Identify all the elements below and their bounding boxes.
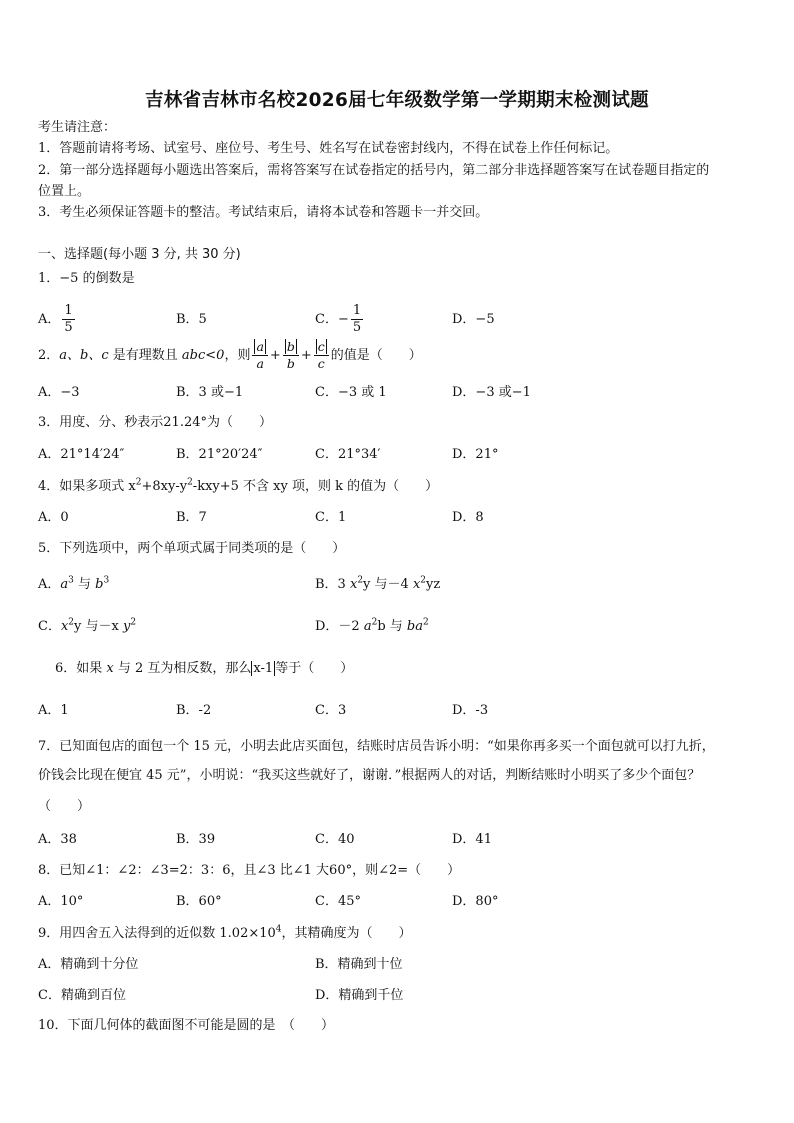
q8-option-d: D．80°: [452, 894, 499, 909]
q8-option-a: A．10°: [38, 894, 84, 909]
q4-text: -kxy+5 不含 xy 项，则 k 的值为（ ）: [192, 479, 439, 494]
numerator: 1: [64, 303, 73, 318]
q3-stem: 3．用度、分、秒表示21.24°为（ ）: [38, 415, 272, 430]
term: b: [95, 577, 104, 592]
fraction: [351, 303, 363, 336]
q5-option-d: [315, 615, 429, 639]
q4-text: 4．如果多项式 x: [38, 479, 136, 494]
q4-stem: [38, 478, 438, 496]
term: a: [363, 619, 372, 634]
option-label: C．: [38, 619, 61, 634]
q2-option-a: A．−3: [38, 385, 80, 400]
q4-option-a: A．0: [38, 510, 69, 525]
q9-text: 9．用四舍五入法得到的近似数 1.02×10: [38, 926, 276, 941]
q3-option-b: B．21°20′24″: [176, 447, 263, 462]
q7-option-c: C．40: [315, 832, 355, 847]
connector: y 与－x: [74, 619, 123, 634]
q5-option-b: [315, 573, 440, 597]
q6-stem: [55, 660, 353, 678]
notice-item-3: 3．考生必须保证答题卡的整洁。考试结束后，请将本试卷和答题卡一并交回。: [38, 205, 489, 220]
q6-option-d: D．-3: [452, 703, 489, 718]
q9-options-row1: [38, 953, 768, 977]
q9-option-b: B．精确到十位: [315, 957, 403, 972]
q1-option-b: B．5: [176, 312, 207, 327]
exponent: 2: [135, 477, 142, 488]
q6-option-a: A．1: [38, 703, 69, 718]
q5-option-c: [38, 615, 136, 639]
term: x: [349, 577, 358, 592]
option-label: A．: [38, 312, 61, 327]
exponent: 4: [275, 924, 282, 935]
exponent: 2: [130, 617, 137, 628]
q4-options: [38, 506, 768, 530]
q9-option-a: A．精确到十分位: [38, 957, 139, 972]
connector: y 与－4: [363, 577, 413, 592]
term: x: [412, 577, 421, 592]
q8-options: [38, 890, 768, 914]
option-label: B．3: [315, 577, 350, 592]
q2-option-b: B．3 或−1: [176, 385, 244, 400]
q2-stem: [38, 338, 422, 374]
q1-option-c: [315, 302, 365, 338]
q9-option-d: D．精确到千位: [315, 988, 404, 1003]
plus-sign: +: [300, 348, 312, 363]
exponent: 2: [187, 477, 193, 488]
notice-item-1: 1．答题前请将考场、试室号、座位号、考生号、姓名写在试卷密封线内，不得在试卷上作任何标记。: [38, 141, 619, 156]
fraction-abs-b: [283, 339, 299, 372]
q2-condition: abc<0: [181, 348, 225, 363]
q7-line-2: 价钱会比现在便宜 45 元”，小明说：“我买这些就好了，谢谢．”根据两人的对话，判断结账时小明买了多少个面包？: [38, 768, 701, 783]
q8-stem: 8．已知∠1：∠2：∠3=2：3：6，且∠3 比∠1 大60°，则∠2=（ ）: [38, 863, 461, 878]
variable: x: [106, 661, 114, 676]
q4-option-d: D．8: [452, 510, 484, 525]
q2-number: 2．: [38, 348, 60, 363]
q7-option-a: A．38: [38, 832, 77, 847]
term: a: [60, 577, 69, 592]
section-heading: 一、选择题(每小题 3 分, 共 30 分): [38, 247, 241, 262]
q4-option-c: C．1: [315, 510, 347, 525]
denominator: b: [286, 356, 295, 371]
notice-item-2-cont: 位置上。: [38, 184, 91, 199]
q7-line-3: （ ）: [38, 799, 91, 814]
option-label: D．－2: [315, 619, 364, 634]
q2-text: ，则: [224, 348, 251, 363]
q6-options: [38, 699, 768, 723]
term: yz: [426, 577, 441, 592]
q3-option-d: D．21°: [452, 447, 499, 462]
q8-option-b: B．60°: [176, 894, 222, 909]
term: ba: [406, 619, 423, 634]
absolute-value: x-1: [253, 661, 274, 676]
option-label: C．−: [315, 312, 349, 327]
q9-option-c: C．精确到百位: [38, 988, 126, 1003]
term: x: [60, 619, 69, 634]
q8-option-c: C．45°: [315, 894, 361, 909]
notice-item-2: 2．第一部分选择题每小题选出答案后，需将答案写在试卷指定的括号内，第二部分非选择题答案写在试卷题目指定的: [38, 163, 710, 178]
q6-text: 6．如果: [55, 661, 107, 676]
q2-options: [38, 381, 768, 405]
denominator: c: [317, 356, 325, 371]
page-title: 吉林省吉林市名校2026届七年级数学第一学期期末检测试题: [145, 90, 649, 111]
denominator: a: [256, 356, 264, 371]
exponent: 2: [371, 617, 378, 628]
q9-options-row2: [38, 984, 768, 1008]
q5-option-a: [38, 573, 109, 597]
q7-line-1: 7．已知面包店的面包一个 15 元，小明去此店买面包，结账时店员告诉小明：“如果你再多买一个面包就可以打九折，: [38, 739, 715, 754]
exponent: 3: [103, 575, 110, 586]
exponent: 3: [68, 575, 74, 586]
connector: b 与: [377, 619, 407, 634]
q6-text: 与 2 互为相反数，那么: [113, 661, 252, 676]
q5-stem: 5．下列选项中，两个单项式属于同类项的是（ ）: [38, 541, 346, 556]
abs-b: b: [286, 339, 295, 354]
q3-options: [38, 443, 768, 467]
q5-options-row1: [38, 573, 768, 597]
q7-option-d: D．41: [452, 832, 492, 847]
q2-option-c: C．−3 或 1: [315, 385, 387, 400]
abs-a: a: [256, 339, 264, 354]
q4-text: +8xy-y: [141, 479, 188, 494]
q9-stem: [38, 925, 412, 943]
q1-option-d: D．−5: [452, 312, 495, 327]
q1-option-a: [38, 302, 77, 338]
term: y: [122, 619, 131, 634]
exponent: 2: [68, 617, 75, 628]
exponent: 2: [423, 617, 429, 628]
fraction-abs-c: [314, 339, 329, 372]
q2-variables: a、b、c: [59, 348, 109, 363]
q5-options-row2: [38, 615, 768, 639]
fraction: [62, 303, 74, 336]
connector: 与: [73, 577, 96, 592]
q3-option-a: A．21°14′24″: [38, 447, 125, 462]
notice-heading: 考生请注意：: [38, 120, 117, 135]
abs-c: c: [317, 339, 325, 354]
fraction-abs-a: [252, 339, 267, 372]
q4-option-b: B．7: [176, 510, 207, 525]
option-label: A．: [38, 577, 61, 592]
q6-option-c: C．3: [315, 703, 347, 718]
plus-sign: +: [269, 348, 281, 363]
denominator: 5: [64, 320, 73, 335]
q1-options: [38, 302, 768, 338]
q7-option-b: B．39: [176, 832, 216, 847]
q10-stem: 10．下面几何体的截面图不可能是圆的是 （ ）: [38, 1018, 335, 1033]
q2-text: 是有理数且: [108, 348, 182, 363]
q7-options: [38, 828, 768, 852]
q2-text: 的值是（ ）: [330, 348, 422, 363]
q3-option-c: C．21°34′: [315, 447, 381, 462]
q9-text: ，其精确度为（ ）: [281, 926, 412, 941]
q1-stem: 1．−5 的倒数是: [38, 271, 135, 286]
denominator: 5: [352, 320, 362, 335]
q2-option-d: D．−3 或−1: [452, 385, 531, 400]
q6-text: 等于（ ）: [275, 661, 354, 676]
exponent: 2: [357, 575, 364, 586]
numerator: 1: [352, 303, 362, 318]
exponent: 2: [420, 575, 427, 586]
q6-option-b: B．-2: [176, 703, 212, 718]
